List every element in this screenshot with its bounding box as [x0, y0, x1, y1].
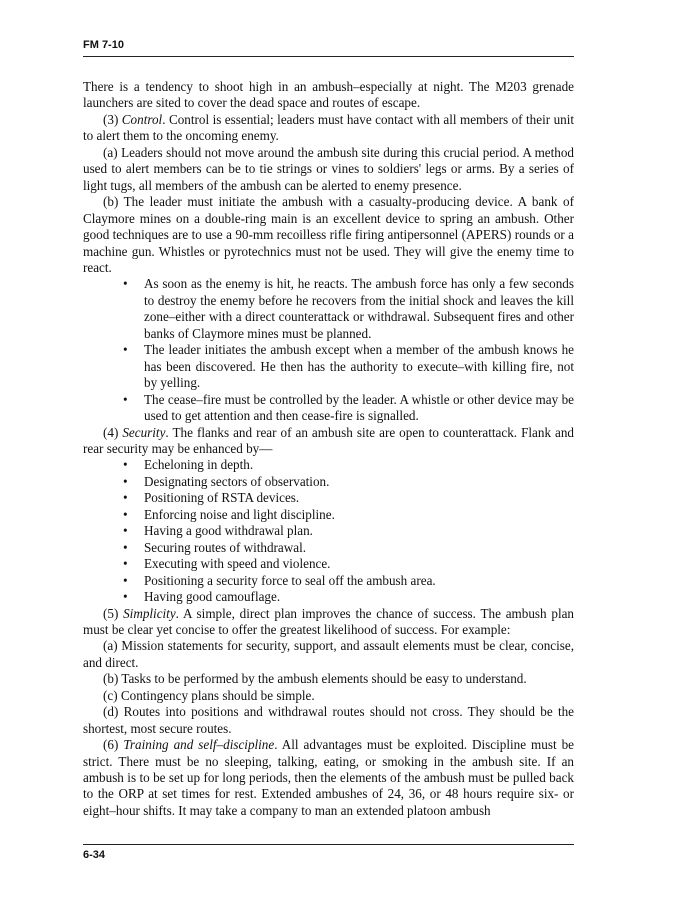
- list-item: • Echeloning in depth.: [144, 457, 574, 473]
- paragraph-number: (5): [103, 605, 124, 621]
- paragraph-term: Simplicity: [123, 605, 176, 621]
- paragraph-text: . All advantages must be exploited. Discipline must be strict. There must be no sleeping, talking, eating, or smoking in the ambush site. If an ambush is to be set up for long periods, then the elements of the ambush must be pulled back to the ORP at set times for rest. Extended ambushes of 24, 36, or 48 hours require six- or eight–hour shifts. It may take a company to man an extended platoon ambush: [83, 737, 575, 818]
- paragraph-term: Security: [122, 424, 166, 440]
- paragraph-intro: There is a tendency to shoot high in an ambush–especially at night. The M203 grenade launchers are sited to cover the dead space and routes of escape.: [83, 79, 574, 111]
- list-item: • The cease–fire must be controlled by the leader. A whistle or other device may be used to get attention and then cease-fire is signalled.: [144, 392, 574, 425]
- page-header-doc-id: FM 7-10: [83, 39, 124, 51]
- list-item: • Executing with speed and violence.: [144, 556, 574, 572]
- header-rule: [83, 56, 574, 57]
- paragraph-number: (6): [103, 737, 124, 753]
- list-item: • Positioning of RSTA devices.: [144, 490, 574, 506]
- paragraph-control-b: (b) The leader must initiate the ambush with a casualty-producing device. A bank of Claymore mines on a double-ring main is an excellent device to spring an ambush. Other good techniques are to use a 90-mm recoilless rifle firing antipersonnel (APERS) rounds or a machine gun. Whistles or pyrotechnics must not be used. They will give the enemy time to react.: [83, 194, 574, 275]
- paragraph-simplicity-a: (a) Mission statements for security, support, and assault elements must be clear, concise, and direct.: [83, 638, 574, 670]
- paragraph-simplicity: [83, 606, 574, 639]
- list-item: • As soon as the enemy is hit, he reacts. The ambush force has only a few seconds to destroy the enemy before he recovers from the initial shock and leaves the kill zone–either with a direct counterattack or withdrawal. Subsequent fires and other banks of Claymore mines must be planned.: [144, 276, 574, 342]
- footer-rule: [83, 844, 574, 845]
- paragraph-simplicity-c: (c) Contingency plans should be simple.: [103, 687, 315, 703]
- list-item: • Having good camouflage.: [144, 589, 574, 605]
- paragraph-text: . The flanks and rear of an ambush site are open to counterattack. Flank and rear security may be enhanced by—: [83, 424, 575, 456]
- security-bullet-list: [83, 457, 574, 605]
- list-item: • Positioning a security force to seal off the ambush area.: [144, 573, 574, 589]
- paragraph-number: (3): [103, 111, 122, 127]
- list-item: • Designating sectors of observation.: [144, 474, 574, 490]
- paragraph-text: . A simple, direct plan improves the chance of success. The ambush plan must be clear yet concise to offer the greatest likelihood of success. For example:: [83, 605, 574, 637]
- paragraph-security: [83, 425, 574, 458]
- list-item: • Securing routes of withdrawal.: [144, 540, 574, 556]
- control-bullet-list: [83, 276, 574, 424]
- list-item: • The leader initiates the ambush except when a member of the ambush knows he has been discovered. He then has the authority to execute–with killing fire, not by yelling.: [144, 342, 574, 391]
- paragraph-simplicity-d: (d) Routes into positions and withdrawal routes should not cross. They should be the shortest, most secure routes.: [83, 704, 574, 736]
- paragraph-training: [83, 737, 574, 819]
- paragraph-simplicity-b: (b) Tasks to be performed by the ambush elements should be easy to understand.: [103, 671, 527, 687]
- page-number: 6-34: [83, 849, 106, 861]
- paragraph-number: (4): [103, 424, 123, 440]
- list-item: • Having a good withdrawal plan.: [144, 523, 574, 539]
- paragraph-term: Control: [121, 111, 163, 127]
- paragraph-control: [83, 112, 574, 145]
- paragraph-text: . Control is essential; leaders must have contact with all members of their unit to alert them to the oncoming enemy.: [83, 111, 575, 144]
- list-item: • Enforcing noise and light discipline.: [144, 507, 574, 523]
- paragraph-control-a: (a) Leaders should not move around the ambush site during this crucial period. A method used to alert members can be to tie strings or vines to soldiers' legs or arms. By a series of light tugs, all members of the ambush can be alerted to enemy presence.: [83, 144, 574, 193]
- page-body: [83, 79, 574, 819]
- paragraph-term: Training and self–discipline: [123, 737, 275, 753]
